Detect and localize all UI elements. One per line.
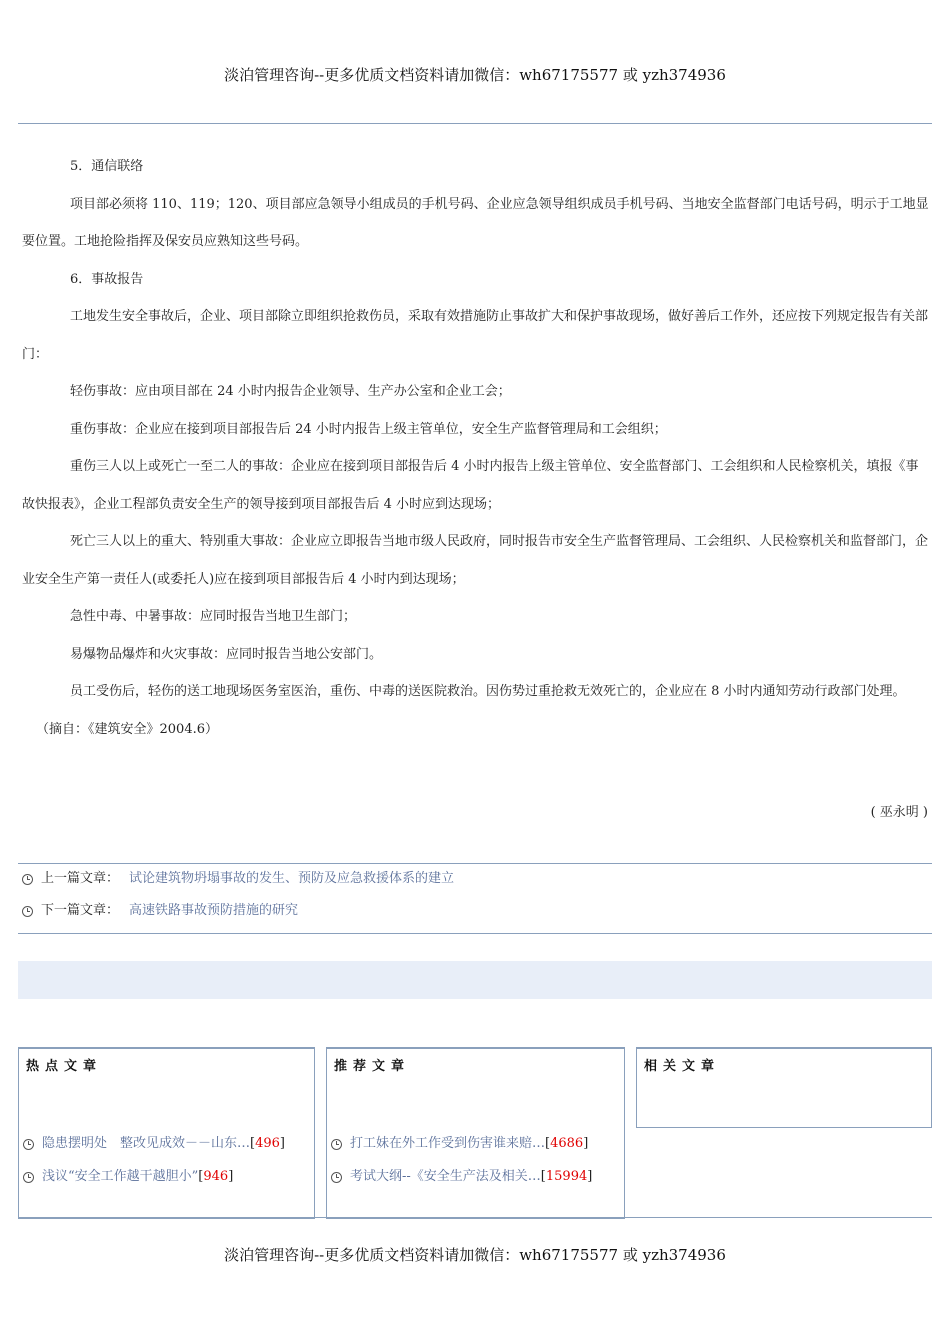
clock-icon xyxy=(23,1172,34,1183)
list-item: 打工妹在外工作受到伤害谁来赔… [4686] xyxy=(331,1133,588,1155)
prev-article-link[interactable]: 试论建筑物坍塌事故的发生、预防及应急救援体系的建立 xyxy=(129,871,455,886)
section-heading-communication: 5．通信联络 xyxy=(70,159,144,174)
article-paragraph: 员工受伤后，轻伤的送工地现场医务室医治，重伤、中毒的送医院救治。因伤势过重抢救无效死亡的，企业应在 8 小时内通知劳动行政部门处理。 xyxy=(70,684,906,699)
article-paragraph: 死亡三人以上的重大、特别重大事故：企业应立即报告当地市级人民政府，同时报告市安全生产监督管理局、工会组织、人民检察机关和监督部门，企业安全生产第一责任人(或委托人)应在接到项目部报告后 4 小时内到达现场； xyxy=(22,534,929,587)
list-item: 考试大纲--《安全生产法及相关… [15994] xyxy=(331,1166,592,1188)
recommended-article-link[interactable]: 打工妹在外工作受到伤害谁来赔… xyxy=(350,1136,546,1151)
view-count: 4686 xyxy=(550,1136,584,1151)
clock-icon xyxy=(331,1172,342,1183)
article-body xyxy=(22,148,930,748)
hot-article-link[interactable]: 隐患摆明处 整改见成效－－山东… xyxy=(42,1136,251,1151)
hot-articles-panel xyxy=(18,1047,315,1219)
footer-text: 淡泊管理咨询--更多优质文档资料请加微信：wh67175577 或 yzh374936 xyxy=(224,1246,726,1264)
article-paragraph: 重伤三人以上或死亡一至二人的事故：企业应在接到项目部报告后 4 小时内报告上级主管单位、安全监督部门、工会组织和人民检察机关，填报《事故快报表》，企业工程部负责安全生产的领导接到项目部报告后 4 小时应到达现场； xyxy=(22,459,919,512)
article-paragraph: 项目部必须将 110、119；120、项目部应急领导小组成员的手机号码、企业应急领导组织成员手机号码、当地安全监督部门电话号码，明示于工地显要位置。工地抢险指挥及保安员应熟知这些号码。 xyxy=(22,196,929,249)
article-paragraph: 易爆物品爆炸和火灾事故：应同时报告当地公安部门。 xyxy=(70,646,383,662)
prev-article-row xyxy=(22,867,454,891)
list-item: 隐患摆明处 整改见成效－－山东… [496] xyxy=(23,1133,285,1155)
article-author: ( 巫永明 ) xyxy=(870,805,928,820)
header-text: 淡泊管理咨询--更多优质文档资料请加微信：wh67175577 或 yzh374936 xyxy=(224,66,726,84)
article-paragraph: 轻伤事故：应由项目部在 24 小时内报告企业领导、生产办公室和企业工会； xyxy=(70,384,511,399)
list-item: 浅议“安全工作越干越胆小” [946] xyxy=(23,1166,233,1188)
blank-banner xyxy=(18,961,932,999)
bottom-divider xyxy=(18,1217,932,1218)
section-heading-accident-report: 6．事故报告 xyxy=(70,271,144,287)
clock-icon xyxy=(22,874,33,885)
related-articles-panel xyxy=(636,1047,932,1128)
related-articles-title: 相关文章 xyxy=(644,1059,721,1074)
view-count: 15994 xyxy=(545,1169,588,1184)
article-paragraph: 工地发生安全事故后，企业、项目部除立即组织抢救伤员，采取有效措施防止事故扩大和保护事故现场，做好善后工作外，还应按下列规定报告有关部门： xyxy=(22,309,929,362)
recommended-article-link[interactable]: 考试大纲--《安全生产法及相关… xyxy=(350,1169,541,1184)
clock-icon xyxy=(23,1139,34,1150)
next-article-label: 下一篇文章： xyxy=(41,903,120,918)
article-source: （摘自：《建筑安全》2004.6） xyxy=(36,721,218,737)
hot-article-link[interactable]: 浅议“安全工作越干越胆小” xyxy=(42,1169,199,1184)
prev-article-label: 上一篇文章： xyxy=(41,871,120,886)
next-article-row xyxy=(22,899,298,923)
clock-icon xyxy=(22,906,33,917)
view-count: 496 xyxy=(255,1136,280,1151)
hot-articles-title: 热点文章 xyxy=(26,1059,103,1074)
article-paragraph: 重伤事故：企业应在接到项目部报告后 24 小时内报告上级主管单位，安全生产监督管理局和工会组织； xyxy=(70,421,667,437)
recommended-articles-panel xyxy=(326,1047,625,1219)
clock-icon xyxy=(331,1139,342,1150)
article-navigation xyxy=(18,863,932,934)
next-article-link[interactable]: 高速铁路事故预防措施的研究 xyxy=(129,903,299,918)
view-count: 946 xyxy=(203,1169,229,1184)
recommended-articles-title: 推荐文章 xyxy=(334,1059,411,1074)
article-paragraph: 急性中毒、中暑事故：应同时报告当地卫生部门； xyxy=(70,609,357,624)
top-divider xyxy=(18,123,932,124)
